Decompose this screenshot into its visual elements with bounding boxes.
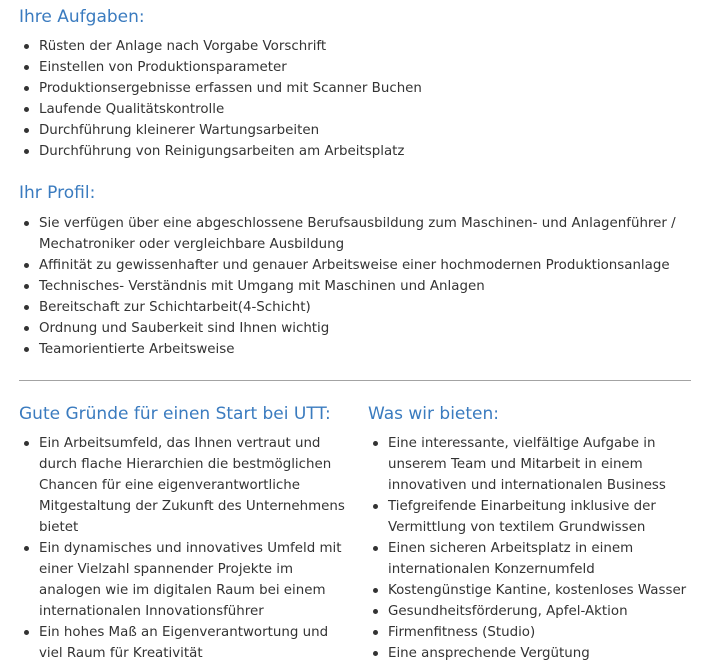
list-item: Eine interessante, vielfältige Aufgabe in unserem Team und Mitarbeit in einem innovativen und internationalen Business [368,433,694,496]
list-item: Eine ansprechende Vergütung [368,643,694,664]
list-item: Firmenfitness (Studio) [368,622,694,643]
list-item: Ordnung und Sauberkeit sind Ihnen wichtig [19,318,691,339]
list-item: Einstellen von Produktionsparameter [19,57,689,78]
list-item: Ein Arbeitsumfeld, das Ihnen vertraut und durch flache Hierarchien die bestmöglichen Chancen für eine eigenverantwortliche Mitgestaltung der Zukunft des Unternehmens bietet [19,433,345,538]
list-item: Ein hohes Maß an Eigenverantwortung und viel Raum für Kreativität [19,622,345,664]
list-item: Affinität zu gewissenhafter und genauer Arbeitsweise einer hochmodernen Produktionsanlage [19,255,691,276]
list-item: Durchführung kleinerer Wartungsarbeiten [19,120,689,141]
list-item: Einen sicheren Arbeitsplatz in einem internationalen Konzernumfeld [368,538,694,580]
list-item: Tiefgreifende Einarbeitung inklusive der Vermittlung von textilem Grundwissen [368,496,694,538]
list-item: Durchführung von Reinigungsarbeiten am Arbeitsplatz [19,141,689,162]
bieten-list [368,433,694,664]
list-item: Teamorientierte Arbeitsweise [19,339,691,360]
aufgaben-list [19,36,689,162]
profil-heading: Ihr Profil: [19,183,96,203]
profil-list [19,213,691,360]
section-divider [19,380,691,381]
list-item: Ein dynamisches und innovatives Umfeld mit einer Vielzahl spannender Projekte im analogen wie im digitalen Raum bei einem internationalen Innovationsführer [19,538,345,622]
list-item: Laufende Qualitätskontrolle [19,99,689,120]
list-item: Technisches- Verständnis mit Umgang mit Maschinen und Anlagen [19,276,691,297]
gruende-heading: Gute Gründe für einen Start bei UTT: [19,404,331,424]
list-item: Produktionsergebnisse erfassen und mit Scanner Buchen [19,78,689,99]
bieten-heading: Was wir bieten: [368,404,500,424]
list-item: Kostengünstige Kantine, kostenloses Wasser [368,580,694,601]
list-item: Bereitschaft zur Schichtarbeit(4-Schicht) [19,297,691,318]
gruende-list [19,433,345,664]
aufgaben-heading: Ihre Aufgaben: [19,7,145,27]
list-item: Gesundheitsförderung, Apfel-Aktion [368,601,694,622]
list-item: Sie verfügen über eine abgeschlossene Berufsausbildung zum Maschinen- und Anlagenführer / Mechatroniker oder vergleichbare Ausbildung [19,213,691,255]
list-item: Rüsten der Anlage nach Vorgabe Vorschrift [19,36,689,57]
